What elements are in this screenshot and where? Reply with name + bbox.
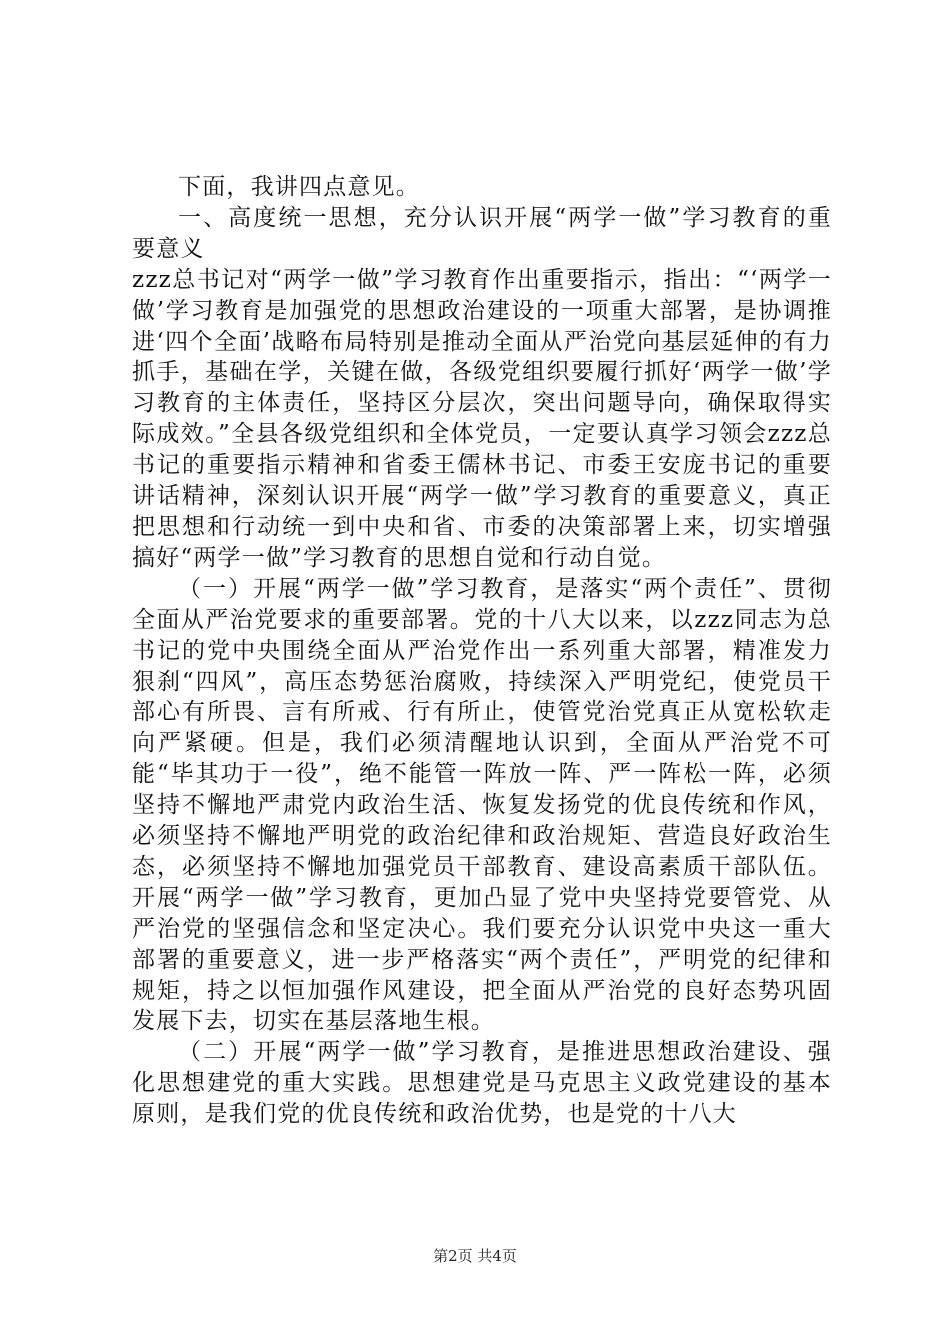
paragraph-instruction: zzz总书记对“两学一做”学习教育作出重要指示，指出：“‘两学一做’学习教育是加强党的思想政治建设的一项重大部署，是协调推进‘四个全面’战略布局特别是推动全面从严治党向基层延伸的有力抓手，基础在学，关键在做，各级党组织要履行抓好‘两学一做’学习教育的主体责任，坚持区分层次，突出问题导向，确保取得实际成效。”全县各级党组织和全体党员，一定要认真学习领会zzz总书记的重要指示精神和省委王儒林书记、市委王安庞书记的重要讲话精神，深刻认识开展“两学一做”学习教育的重要意义，真正把思想和行动统一到中央和省、市委的决策部署上来，切实增强搞好“两学一做”学习教育的思想自觉和行动自觉。 [132, 266, 832, 571]
section-heading-1: 一、高度统一思想，充分认识开展“两学一做”学习教育的重要意义 [132, 204, 832, 262]
page-footer: 第2页 共4页 [433, 1247, 517, 1265]
document-body [132, 172, 832, 1130]
subsection-1: （一）开展“两学一做”学习教育，是落实“两个责任”、贯彻全面从严治党要求的重要部署。党的十八大以来，以zzz同志为总书记的党中央围绕全面从严治党作出一系列重大部署，精准发力狠刹“四风”，高压态势惩治腐败，持续深入严明党纪，使党员干部心有所畏、言有所戒、行有所止，使管党治党真正从宽松软走向严紧硬。但是，我们必须清醒地认识到，全面从严治党不可能“毕其功于一役”，绝不能管一阵放一阵、严一阵松一阵，必须坚持不懈地严肃党内政治生活、恢复发扬党的优良传统和作风，必须坚持不懈地严明党的政治纪律和政治规矩、营造良好政治生态，必须坚持不懈地加强党员干部教育、建设高素质干部队伍。开展“两学一做”学习教育，更加凸显了党中央坚持党要管党、从严治党的坚强信念和坚定决心。我们要充分认识党中央这一重大部署的重要意义，进一步严格落实“两个责任”，严明党的纪律和规矩，持之以恒加强作风建设，把全面从严治党的良好态势巩固发展下去，切实在基层落地生根。 [132, 575, 832, 1035]
subsection-2: （二）开展“两学一做”学习教育，是推进思想政治建设、强化思想建党的重大实践。思想建党是马克思主义政党建设的基本原则，是我们党的优良传统和政治优势，也是党的十八大 [132, 1039, 832, 1128]
paragraph-intro: 下面，我讲四点意见。 [178, 174, 420, 200]
